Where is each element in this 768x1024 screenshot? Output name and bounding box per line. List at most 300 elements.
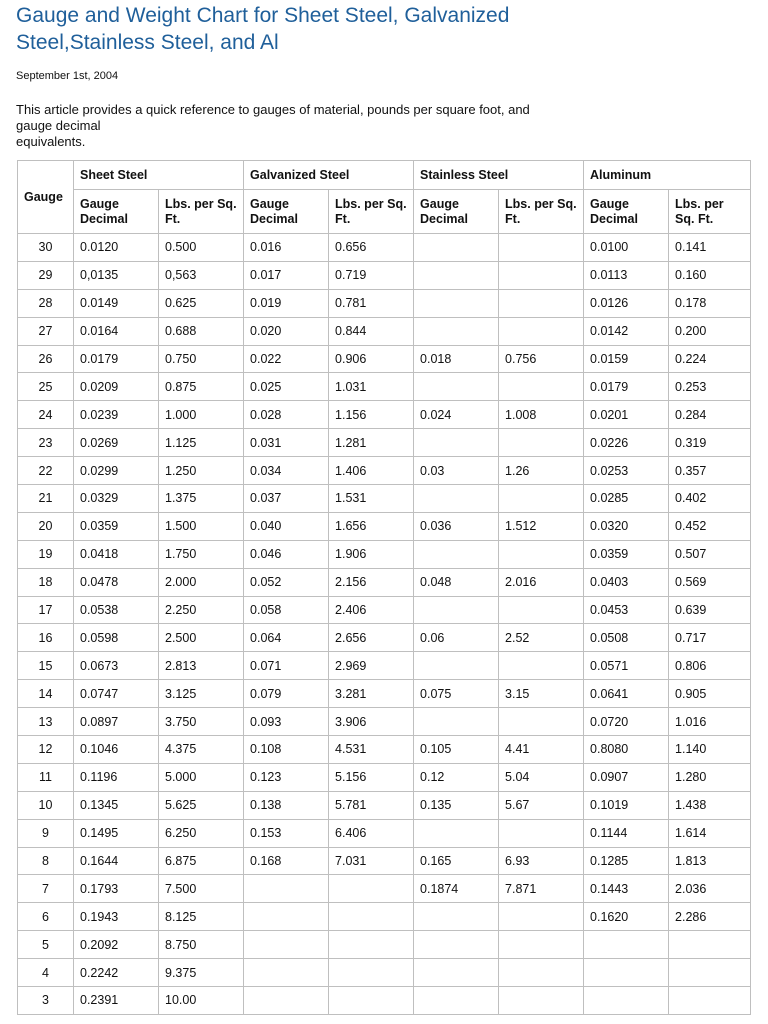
stainless-lbs-cell (499, 596, 584, 624)
sheet-steel-lbs-cell: 2.813 (159, 652, 244, 680)
stainless-gauge-decimal-cell (414, 931, 499, 959)
galvanized-gauge-decimal-cell: 0.168 (244, 847, 329, 875)
intro-line: This article provides a quick reference to gauges of material, pounds per square foot, and (16, 102, 530, 117)
table-row (18, 624, 751, 652)
sheet-steel-gauge-decimal-cell: 0.0239 (74, 401, 159, 429)
stainless-gauge-decimal-cell: 0.165 (414, 847, 499, 875)
sheet-steel-lbs-cell: 3.750 (159, 708, 244, 736)
table-row (18, 289, 751, 317)
aluminum-gauge-decimal-cell: 0.0126 (584, 289, 669, 317)
gauge-cell: 15 (18, 652, 74, 680)
stainless-lbs-cell (499, 373, 584, 401)
sheet-steel-gauge-decimal-cell: 0.0747 (74, 680, 159, 708)
galvanized-gauge-decimal-cell: 0.019 (244, 289, 329, 317)
stainless-lbs-cell: 3.15 (499, 680, 584, 708)
sheet-steel-lbs-cell: 2.000 (159, 568, 244, 596)
stainless-gauge-decimal-cell (414, 708, 499, 736)
gauge-weight-table (17, 160, 751, 1015)
aluminum-lbs-cell: 0.452 (669, 512, 751, 540)
aluminum-gauge-decimal-cell: 0.0359 (584, 540, 669, 568)
galvanized-gauge-decimal-cell: 0.153 (244, 819, 329, 847)
intro-paragraph (16, 102, 556, 150)
table-row (18, 819, 751, 847)
table-row (18, 512, 751, 540)
sheet-steel-lbs-cell: 0.500 (159, 234, 244, 262)
group-header-sheet-steel: Sheet Steel (74, 161, 244, 190)
sheet-steel-gauge-decimal-cell: 0.0478 (74, 568, 159, 596)
stainless-lbs-cell (499, 987, 584, 1015)
galvanized-lbs-cell: 5.781 (329, 791, 414, 819)
stainless-lbs-cell (499, 819, 584, 847)
galvanized-lbs-cell: 0.656 (329, 234, 414, 262)
sheet-steel-gauge-decimal-cell: 0.1793 (74, 875, 159, 903)
sheet-steel-gauge-decimal-cell: 0.0299 (74, 457, 159, 485)
gauge-cell: 26 (18, 345, 74, 373)
galvanized-gauge-decimal-cell: 0.017 (244, 261, 329, 289)
stainless-gauge-decimal-cell: 0.048 (414, 568, 499, 596)
aluminum-gauge-decimal-cell: 0.1285 (584, 847, 669, 875)
gauge-cell: 29 (18, 261, 74, 289)
subheader-gauge-decimal: Gauge Decimal (74, 190, 159, 234)
sheet-steel-lbs-cell: 0,563 (159, 261, 244, 289)
table-row (18, 540, 751, 568)
galvanized-gauge-decimal-cell: 0.071 (244, 652, 329, 680)
aluminum-gauge-decimal-cell: 0.8080 (584, 736, 669, 764)
aluminum-lbs-cell: 0.253 (669, 373, 751, 401)
sheet-steel-gauge-decimal-cell: 0.0359 (74, 512, 159, 540)
galvanized-lbs-cell: 6.406 (329, 819, 414, 847)
aluminum-gauge-decimal-cell: 0.0320 (584, 512, 669, 540)
sheet-steel-lbs-cell: 8.125 (159, 903, 244, 931)
sheet-steel-gauge-decimal-cell: 0.1345 (74, 791, 159, 819)
aluminum-lbs-cell: 1.280 (669, 763, 751, 791)
stainless-gauge-decimal-cell: 0.036 (414, 512, 499, 540)
stainless-gauge-decimal-cell: 0.135 (414, 791, 499, 819)
galvanized-gauge-decimal-cell: 0.046 (244, 540, 329, 568)
sheet-steel-gauge-decimal-cell: 0.0329 (74, 485, 159, 513)
galvanized-gauge-decimal-cell: 0.123 (244, 763, 329, 791)
galvanized-lbs-cell: 0.719 (329, 261, 414, 289)
galvanized-lbs-cell: 2.969 (329, 652, 414, 680)
galvanized-lbs-cell (329, 875, 414, 903)
stainless-lbs-cell: 1.512 (499, 512, 584, 540)
galvanized-gauge-decimal-cell: 0.031 (244, 429, 329, 457)
gauge-cell: 12 (18, 736, 74, 764)
sheet-steel-lbs-cell: 5.000 (159, 763, 244, 791)
gauge-cell: 14 (18, 680, 74, 708)
table-row (18, 680, 751, 708)
sheet-steel-lbs-cell: 1.750 (159, 540, 244, 568)
group-header-aluminum: Aluminum (584, 161, 751, 190)
galvanized-gauge-decimal-cell: 0.138 (244, 791, 329, 819)
aluminum-lbs-cell: 0.507 (669, 540, 751, 568)
aluminum-lbs-cell: 1.813 (669, 847, 751, 875)
stainless-gauge-decimal-cell (414, 429, 499, 457)
aluminum-gauge-decimal-cell: 0.0100 (584, 234, 669, 262)
sheet-steel-gauge-decimal-cell: 0.0673 (74, 652, 159, 680)
sheet-steel-gauge-decimal-cell: 0.0598 (74, 624, 159, 652)
aluminum-gauge-decimal-cell: 0.0201 (584, 401, 669, 429)
table-row (18, 568, 751, 596)
table-row (18, 791, 751, 819)
gauge-cell: 5 (18, 931, 74, 959)
galvanized-gauge-decimal-cell: 0.034 (244, 457, 329, 485)
publish-date: September 1st, 2004 (16, 70, 119, 82)
aluminum-gauge-decimal-cell: 0.1620 (584, 903, 669, 931)
aluminum-gauge-decimal-cell: 0.0641 (584, 680, 669, 708)
galvanized-lbs-cell (329, 987, 414, 1015)
subheader-gauge-decimal: Gauge Decimal (414, 190, 499, 234)
gauge-cell: 6 (18, 903, 74, 931)
stainless-lbs-cell (499, 652, 584, 680)
gauge-cell: 28 (18, 289, 74, 317)
stainless-lbs-cell (499, 708, 584, 736)
stainless-gauge-decimal-cell (414, 317, 499, 345)
sheet-steel-lbs-cell: 1.500 (159, 512, 244, 540)
sheet-steel-gauge-decimal-cell: 0,0135 (74, 261, 159, 289)
galvanized-gauge-decimal-cell: 0.016 (244, 234, 329, 262)
group-header-galvanized-steel: Galvanized Steel (244, 161, 414, 190)
table-row (18, 903, 751, 931)
sub-header-row (18, 190, 751, 234)
aluminum-gauge-decimal-cell: 0.0907 (584, 763, 669, 791)
aluminum-lbs-cell: 0.569 (669, 568, 751, 596)
gauge-cell: 21 (18, 485, 74, 513)
sheet-steel-gauge-decimal-cell: 0.0538 (74, 596, 159, 624)
subheader-lbs-per-sqft: Lbs. per Sq. Ft. (499, 190, 584, 234)
aluminum-lbs-cell: 0.141 (669, 234, 751, 262)
galvanized-gauge-decimal-cell (244, 931, 329, 959)
gauge-column-header: Gauge (18, 161, 74, 234)
gauge-cell: 24 (18, 401, 74, 429)
gauge-cell: 13 (18, 708, 74, 736)
stainless-gauge-decimal-cell (414, 261, 499, 289)
galvanized-gauge-decimal-cell: 0.093 (244, 708, 329, 736)
aluminum-gauge-decimal-cell: 0.0285 (584, 485, 669, 513)
aluminum-lbs-cell: 2.286 (669, 903, 751, 931)
stainless-lbs-cell (499, 234, 584, 262)
aluminum-gauge-decimal-cell: 0.0453 (584, 596, 669, 624)
sheet-steel-lbs-cell: 8.750 (159, 931, 244, 959)
sheet-steel-lbs-cell: 6.875 (159, 847, 244, 875)
subheader-lbs-per-sqft: Lbs. per Sq. Ft. (669, 190, 751, 234)
sheet-steel-gauge-decimal-cell: 0.1943 (74, 903, 159, 931)
stainless-lbs-cell (499, 429, 584, 457)
galvanized-gauge-decimal-cell: 0.028 (244, 401, 329, 429)
gauge-cell: 3 (18, 987, 74, 1015)
sheet-steel-gauge-decimal-cell: 0.2391 (74, 987, 159, 1015)
aluminum-lbs-cell: 1.438 (669, 791, 751, 819)
stainless-lbs-cell: 0.756 (499, 345, 584, 373)
sheet-steel-lbs-cell: 4.375 (159, 736, 244, 764)
aluminum-lbs-cell: 0.178 (669, 289, 751, 317)
galvanized-lbs-cell: 2.156 (329, 568, 414, 596)
aluminum-lbs-cell: 2.036 (669, 875, 751, 903)
stainless-gauge-decimal-cell (414, 485, 499, 513)
table-row (18, 847, 751, 875)
stainless-gauge-decimal-cell (414, 596, 499, 624)
stainless-gauge-decimal-cell (414, 289, 499, 317)
stainless-gauge-decimal-cell: 0.018 (414, 345, 499, 373)
table-body (18, 234, 751, 1015)
galvanized-lbs-cell: 0.844 (329, 317, 414, 345)
sheet-steel-lbs-cell: 1.375 (159, 485, 244, 513)
aluminum-gauge-decimal-cell: 0.0179 (584, 373, 669, 401)
gauge-cell: 11 (18, 763, 74, 791)
galvanized-lbs-cell (329, 931, 414, 959)
aluminum-gauge-decimal-cell (584, 987, 669, 1015)
galvanized-gauge-decimal-cell: 0.058 (244, 596, 329, 624)
galvanized-lbs-cell: 1.031 (329, 373, 414, 401)
aluminum-lbs-cell: 0.717 (669, 624, 751, 652)
gauge-cell: 19 (18, 540, 74, 568)
table-row (18, 959, 751, 987)
galvanized-lbs-cell: 1.156 (329, 401, 414, 429)
table-row (18, 736, 751, 764)
stainless-lbs-cell: 2.016 (499, 568, 584, 596)
document-page (16, 0, 752, 1008)
sheet-steel-gauge-decimal-cell: 0.0418 (74, 540, 159, 568)
aluminum-lbs-cell: 1.614 (669, 819, 751, 847)
galvanized-lbs-cell: 1.531 (329, 485, 414, 513)
stainless-gauge-decimal-cell (414, 959, 499, 987)
aluminum-gauge-decimal-cell: 0.0159 (584, 345, 669, 373)
stainless-gauge-decimal-cell: 0.03 (414, 457, 499, 485)
sheet-steel-gauge-decimal-cell: 0.2242 (74, 959, 159, 987)
aluminum-gauge-decimal-cell (584, 959, 669, 987)
galvanized-lbs-cell: 7.031 (329, 847, 414, 875)
aluminum-gauge-decimal-cell: 0.1019 (584, 791, 669, 819)
galvanized-gauge-decimal-cell: 0.052 (244, 568, 329, 596)
gauge-cell: 7 (18, 875, 74, 903)
stainless-gauge-decimal-cell (414, 903, 499, 931)
stainless-gauge-decimal-cell (414, 540, 499, 568)
aluminum-gauge-decimal-cell: 0.0142 (584, 317, 669, 345)
stainless-lbs-cell: 6.93 (499, 847, 584, 875)
sheet-steel-gauge-decimal-cell: 0.1196 (74, 763, 159, 791)
galvanized-lbs-cell: 0.906 (329, 345, 414, 373)
sheet-steel-gauge-decimal-cell: 0.0120 (74, 234, 159, 262)
stainless-gauge-decimal-cell (414, 234, 499, 262)
sheet-steel-lbs-cell: 0.875 (159, 373, 244, 401)
galvanized-gauge-decimal-cell: 0.040 (244, 512, 329, 540)
galvanized-lbs-cell: 1.656 (329, 512, 414, 540)
aluminum-lbs-cell: 1.016 (669, 708, 751, 736)
galvanized-gauge-decimal-cell (244, 875, 329, 903)
table-row (18, 708, 751, 736)
table-row (18, 987, 751, 1015)
aluminum-lbs-cell: 0.357 (669, 457, 751, 485)
group-header-row (18, 161, 751, 190)
galvanized-lbs-cell (329, 959, 414, 987)
table-row (18, 457, 751, 485)
galvanized-lbs-cell: 1.281 (329, 429, 414, 457)
sheet-steel-gauge-decimal-cell: 0.0269 (74, 429, 159, 457)
aluminum-lbs-cell: 0.639 (669, 596, 751, 624)
galvanized-lbs-cell: 1.906 (329, 540, 414, 568)
aluminum-gauge-decimal-cell: 0.0571 (584, 652, 669, 680)
sheet-steel-lbs-cell: 2.500 (159, 624, 244, 652)
stainless-lbs-cell (499, 931, 584, 959)
stainless-gauge-decimal-cell (414, 652, 499, 680)
aluminum-gauge-decimal-cell: 0.0253 (584, 457, 669, 485)
sheet-steel-lbs-cell: 5.625 (159, 791, 244, 819)
aluminum-gauge-decimal-cell: 0.0226 (584, 429, 669, 457)
stainless-lbs-cell: 7.871 (499, 875, 584, 903)
galvanized-lbs-cell: 0.781 (329, 289, 414, 317)
table-row (18, 763, 751, 791)
stainless-gauge-decimal-cell: 0.06 (414, 624, 499, 652)
stainless-lbs-cell: 4.41 (499, 736, 584, 764)
intro-line: equivalents. (16, 134, 86, 149)
galvanized-lbs-cell (329, 903, 414, 931)
sheet-steel-gauge-decimal-cell: 0.2092 (74, 931, 159, 959)
galvanized-gauge-decimal-cell (244, 987, 329, 1015)
galvanized-gauge-decimal-cell: 0.108 (244, 736, 329, 764)
sheet-steel-gauge-decimal-cell: 0.0149 (74, 289, 159, 317)
gauge-cell: 8 (18, 847, 74, 875)
sheet-steel-gauge-decimal-cell: 0.0164 (74, 317, 159, 345)
stainless-lbs-cell (499, 903, 584, 931)
sheet-steel-lbs-cell: 7.500 (159, 875, 244, 903)
stainless-gauge-decimal-cell (414, 373, 499, 401)
sheet-steel-lbs-cell: 10.00 (159, 987, 244, 1015)
stainless-lbs-cell (499, 540, 584, 568)
gauge-cell: 18 (18, 568, 74, 596)
galvanized-gauge-decimal-cell: 0.020 (244, 317, 329, 345)
gauge-cell: 25 (18, 373, 74, 401)
aluminum-lbs-cell: 0.224 (669, 345, 751, 373)
intro-line: gauge decimal (16, 118, 101, 133)
stainless-lbs-cell (499, 317, 584, 345)
sheet-steel-gauge-decimal-cell: 0.1495 (74, 819, 159, 847)
galvanized-gauge-decimal-cell: 0.064 (244, 624, 329, 652)
gauge-cell: 23 (18, 429, 74, 457)
aluminum-lbs-cell: 0.905 (669, 680, 751, 708)
stainless-gauge-decimal-cell: 0.105 (414, 736, 499, 764)
aluminum-gauge-decimal-cell: 0.0720 (584, 708, 669, 736)
sheet-steel-lbs-cell: 6.250 (159, 819, 244, 847)
stainless-gauge-decimal-cell (414, 819, 499, 847)
aluminum-lbs-cell: 0.160 (669, 261, 751, 289)
aluminum-lbs-cell: 0.806 (669, 652, 751, 680)
stainless-lbs-cell: 1.008 (499, 401, 584, 429)
subheader-lbs-per-sqft: Lbs. per Sq. Ft. (329, 190, 414, 234)
galvanized-gauge-decimal-cell (244, 903, 329, 931)
galvanized-lbs-cell: 3.281 (329, 680, 414, 708)
sheet-steel-lbs-cell: 1.000 (159, 401, 244, 429)
stainless-lbs-cell: 5.04 (499, 763, 584, 791)
galvanized-gauge-decimal-cell: 0.025 (244, 373, 329, 401)
table-row (18, 317, 751, 345)
aluminum-gauge-decimal-cell: 0.1144 (584, 819, 669, 847)
subheader-lbs-per-sqft: Lbs. per Sq. Ft. (159, 190, 244, 234)
table-row (18, 485, 751, 513)
sheet-steel-lbs-cell: 1.125 (159, 429, 244, 457)
stainless-lbs-cell: 1.26 (499, 457, 584, 485)
table-row (18, 373, 751, 401)
galvanized-gauge-decimal-cell (244, 959, 329, 987)
sheet-steel-lbs-cell: 2.250 (159, 596, 244, 624)
stainless-lbs-cell (499, 485, 584, 513)
sheet-steel-gauge-decimal-cell: 0.1644 (74, 847, 159, 875)
table-row (18, 401, 751, 429)
stainless-lbs-cell: 5.67 (499, 791, 584, 819)
subheader-gauge-decimal: Gauge Decimal (244, 190, 329, 234)
table-row (18, 345, 751, 373)
aluminum-lbs-cell: 0.319 (669, 429, 751, 457)
stainless-gauge-decimal-cell: 0.12 (414, 763, 499, 791)
sheet-steel-gauge-decimal-cell: 0.0179 (74, 345, 159, 373)
aluminum-lbs-cell: 0.200 (669, 317, 751, 345)
sheet-steel-lbs-cell: 9.375 (159, 959, 244, 987)
stainless-gauge-decimal-cell: 0.075 (414, 680, 499, 708)
galvanized-lbs-cell: 5.156 (329, 763, 414, 791)
galvanized-lbs-cell: 2.406 (329, 596, 414, 624)
stainless-gauge-decimal-cell: 0.1874 (414, 875, 499, 903)
gauge-cell: 27 (18, 317, 74, 345)
galvanized-lbs-cell: 2.656 (329, 624, 414, 652)
aluminum-gauge-decimal-cell: 0.1443 (584, 875, 669, 903)
table-row (18, 931, 751, 959)
stainless-gauge-decimal-cell (414, 987, 499, 1015)
aluminum-lbs-cell (669, 959, 751, 987)
stainless-lbs-cell: 2.52 (499, 624, 584, 652)
gauge-cell: 9 (18, 819, 74, 847)
group-header-stainless-steel: Stainless Steel (414, 161, 584, 190)
aluminum-lbs-cell: 1.140 (669, 736, 751, 764)
stainless-lbs-cell (499, 261, 584, 289)
table-row (18, 261, 751, 289)
sheet-steel-gauge-decimal-cell: 0.0209 (74, 373, 159, 401)
stainless-gauge-decimal-cell: 0.024 (414, 401, 499, 429)
table-row (18, 596, 751, 624)
gauge-cell: 10 (18, 791, 74, 819)
aluminum-gauge-decimal-cell: 0.0508 (584, 624, 669, 652)
galvanized-gauge-decimal-cell: 0.079 (244, 680, 329, 708)
gauge-cell: 16 (18, 624, 74, 652)
sheet-steel-gauge-decimal-cell: 0.1046 (74, 736, 159, 764)
table-row (18, 652, 751, 680)
aluminum-gauge-decimal-cell (584, 931, 669, 959)
galvanized-gauge-decimal-cell: 0.022 (244, 345, 329, 373)
gauge-cell: 20 (18, 512, 74, 540)
sheet-steel-lbs-cell: 3.125 (159, 680, 244, 708)
sheet-steel-gauge-decimal-cell: 0.0897 (74, 708, 159, 736)
sheet-steel-lbs-cell: 0.688 (159, 317, 244, 345)
page-title: Gauge and Weight Chart for Sheet Steel, Galvanized Steel,Stainless Steel, and Al (16, 4, 510, 54)
table-row (18, 429, 751, 457)
subheader-gauge-decimal: Gauge Decimal (584, 190, 669, 234)
aluminum-gauge-decimal-cell: 0.0113 (584, 261, 669, 289)
gauge-cell: 17 (18, 596, 74, 624)
sheet-steel-lbs-cell: 0.750 (159, 345, 244, 373)
stainless-lbs-cell (499, 289, 584, 317)
aluminum-lbs-cell: 0.402 (669, 485, 751, 513)
table-row (18, 234, 751, 262)
sheet-steel-lbs-cell: 0.625 (159, 289, 244, 317)
galvanized-lbs-cell: 4.531 (329, 736, 414, 764)
galvanized-lbs-cell: 3.906 (329, 708, 414, 736)
aluminum-lbs-cell (669, 931, 751, 959)
aluminum-lbs-cell (669, 987, 751, 1015)
stainless-lbs-cell (499, 959, 584, 987)
galvanized-gauge-decimal-cell: 0.037 (244, 485, 329, 513)
gauge-cell: 22 (18, 457, 74, 485)
aluminum-gauge-decimal-cell: 0.0403 (584, 568, 669, 596)
table-row (18, 875, 751, 903)
gauge-cell: 30 (18, 234, 74, 262)
